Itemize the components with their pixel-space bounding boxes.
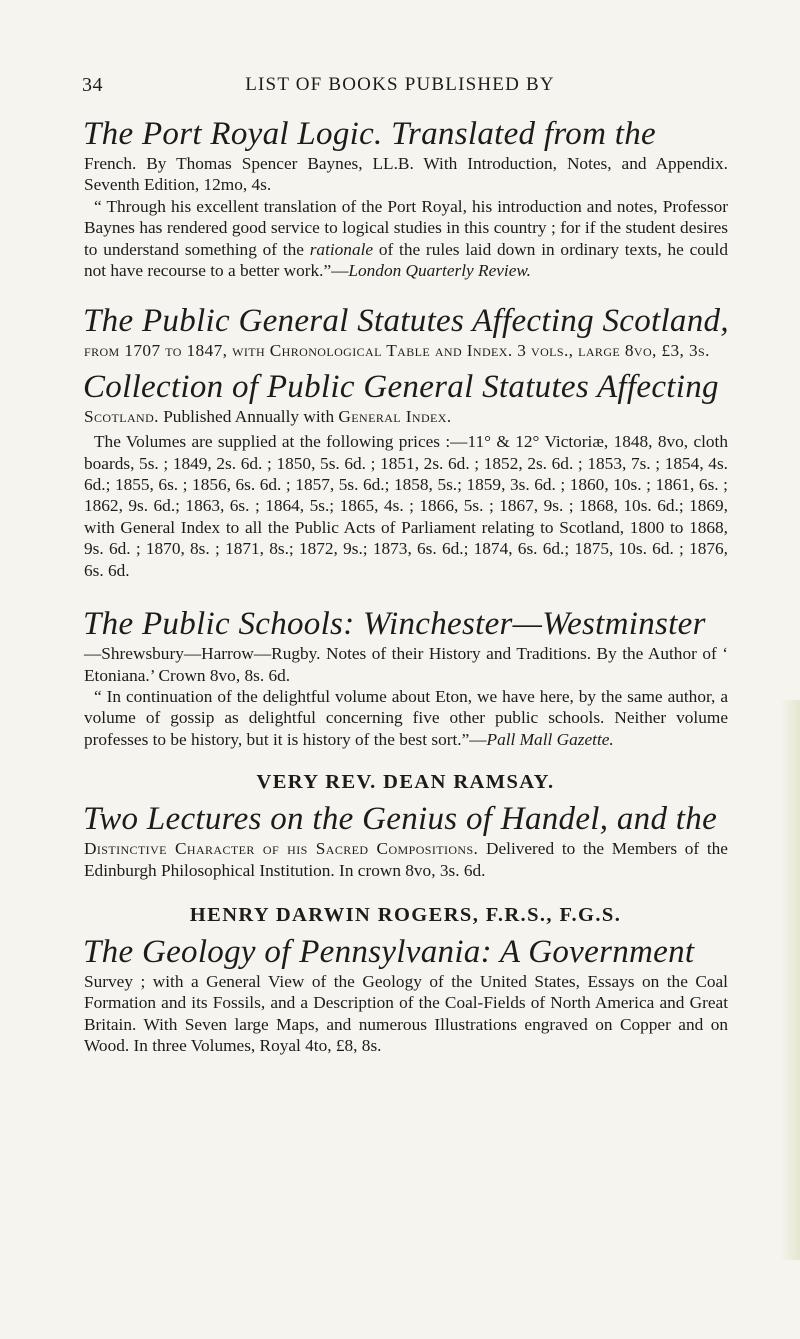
price-list: The Volumes are supplied at the following prices :—11° & 12° Victoriæ, 1848, 8vo, cloth boards, 5s. ; 1849, 2s. 6d. ; 1850, 5s. 6d. ; 1851, 2s. 6d. ; 1852, 2s. 6d. ; 1853, 7s. ; 1854, 4s. 6d.; 1855, 6s. ; 1856, 6s. 6d. ; 1857, 5s. 6d.; 1858, 5s.; 1859, 3s. 6d. ; 1860, 10s. ; 1861, 6s. ; 1862, 9s. 6d.; 1863, 6s. ; 1864, 5s.; 1865, 4s. ; 1866, 5s. ; 1867, 9s. ; 1868, 10s. 6d.; 1869, with General Index to all the Public Acts of Parliament relating to Scotland, 1800 to 1868, 9s. 6d. ; 1870, 8s. ; 1871, 8s.; 1872, 9s.; 1873, 6s. 6d.; 1874, 6s. 6d.; 1875, 10s. 6d. ; 1876, 6s. 6d.: [84, 432, 728, 580]
entry-body: [83, 340, 728, 361]
author-heading-ramsay: VERY REV. DEAN RAMSAY.: [256, 771, 555, 794]
entry-title: The Public Schools: Winchester—Westminster: [83, 606, 706, 643]
entry-public-general-statutes: [83, 302, 728, 361]
entry-title: The Geology of Pennsylvania: A Government: [83, 933, 695, 970]
entry-collection-statutes: [83, 368, 728, 581]
page-number: 34: [82, 74, 103, 96]
entry-port-royal-logic: [83, 115, 728, 281]
entry-public-schools: [83, 605, 728, 750]
entry-geology-pennsylvania: [83, 933, 728, 1057]
entry-description: Survey ; with a General View of the Geology of the United States, Essays on the Coal Formation and its Fossils, and a Description of the Coal-Fields of North America and Great Britain. With Seven large Maps, and numerous Illustrations engraved on Copper and on Wood. In three Volumes, Royal 4to, £8, 8s.: [84, 971, 728, 1056]
entry-description: from 1707 to 1847, with Chronological Table and Index. 3 vols., large 8vo, £3, 3s.: [84, 341, 710, 361]
quote-text: “ In continuation of the delightful volume about Eton, we have here, by the same author, a volume of gossip as delightful concerning five other public schools. Neither volume professes to be history, but it is history of the best sort.”—: [84, 686, 728, 749]
entry-title: The Public General Statutes Affecting Scotland,: [83, 303, 729, 340]
description-text: Published Annually with: [158, 406, 339, 426]
quote-source: Pall Mall Gazette.: [486, 729, 614, 749]
quote-text-continued: of the rules laid down in ordinary texts, he could not have recourse to a better work.”—: [84, 239, 728, 281]
description-smallcaps-2: General Index.: [338, 406, 452, 426]
entry-title: Two Lectures on the Genius of Handel, and the: [83, 801, 718, 838]
entry-description: [84, 406, 728, 427]
entry-title: Collection of Public General Statutes Affecting: [83, 368, 719, 405]
quote-source: London Quarterly Review.: [348, 261, 531, 281]
entry-handel-lectures: [83, 800, 728, 881]
description-text: Delivered to the Members of the Edinburgh Philosophical Institution. In crown 8vo, 3s. 6d.: [84, 839, 728, 880]
review-quote: [84, 196, 728, 282]
description-smallcaps: Scotland.: [84, 406, 159, 426]
entry-description: [84, 838, 728, 881]
entry-body: [83, 153, 728, 281]
quote-text: “ Through his excellent translation of the Port Royal, his introduction and notes, Professor Baynes has rendered good service to logical studies in this country ; for if the student desires to understand something of the: [84, 196, 728, 259]
description-smallcaps: Distinctive Character of his Sacred Compositions.: [84, 839, 479, 859]
running-head: LIST OF BOOKS PUBLISHED BY: [245, 74, 555, 95]
entry-description: —Shrewsbury—Harrow—Rugby. Notes of their History and Traditions. By the Author of ‘ Etoniana.’ Crown 8vo, 8s. 6d.: [84, 644, 728, 685]
book-list: [83, 115, 728, 1057]
quote-italic-word: rationale: [309, 239, 374, 259]
entry-body: [83, 643, 728, 750]
entry-body: [83, 971, 728, 1057]
review-quote: [84, 686, 728, 750]
author-heading-rogers: HENRY DARWIN ROGERS, F.R.S., F.G.S.: [189, 903, 622, 926]
entry-body: [83, 406, 728, 581]
entry-body: [83, 838, 728, 881]
entry-title: The Port Royal Logic. Translated from the: [83, 116, 656, 152]
paper-stain: [780, 700, 800, 1260]
entry-description: French. By Thomas Spencer Baynes, LL.B. With Introduction, Notes, and Appendix. Seventh Edition, 12mo, 4s.: [84, 154, 728, 195]
